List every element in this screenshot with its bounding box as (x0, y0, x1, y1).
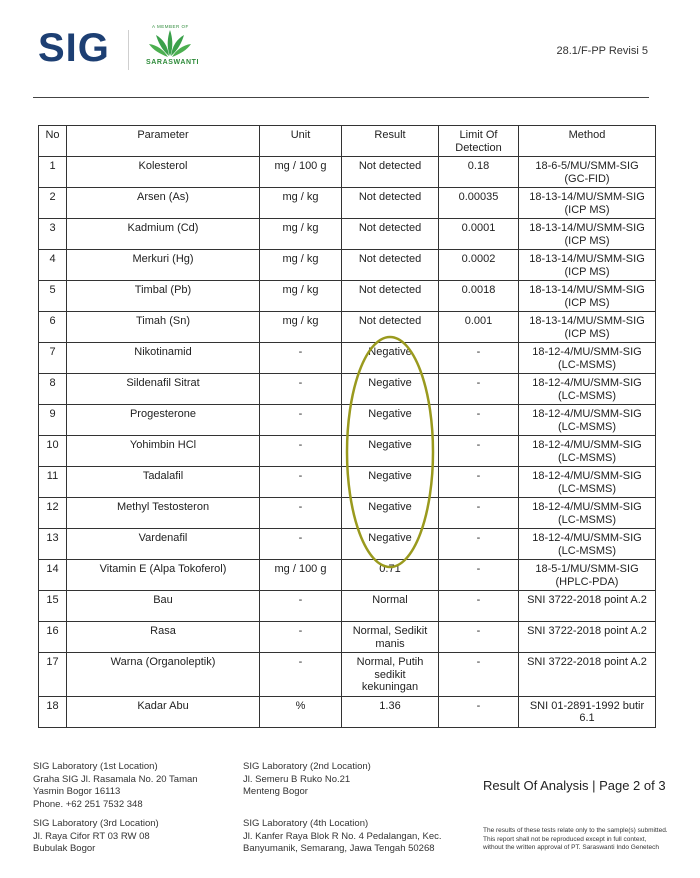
cell-parameter: Rasa (67, 622, 260, 653)
cell-unit: % (260, 696, 342, 727)
cell-result: 0.71 (342, 560, 439, 591)
logo-divider (128, 30, 129, 70)
cell-no: 9 (39, 405, 67, 436)
cell-no: 17 (39, 653, 67, 697)
cell-unit: mg / kg (260, 188, 342, 219)
table-row (39, 591, 656, 622)
cell-parameter: Progesterone (67, 405, 260, 436)
table-row (39, 188, 656, 219)
table-row (39, 653, 656, 697)
cell-limit-of-detection: - (439, 467, 519, 498)
cell-unit: - (260, 653, 342, 697)
cell-unit: mg / 100 g (260, 157, 342, 188)
cell-method: SNI 01-2891-1992 butir 6.1 (519, 696, 656, 727)
table-row (39, 157, 656, 188)
cell-method: 18-12-4/MU/SMM-SIG (LC-MSMS) (519, 529, 656, 560)
cell-unit: - (260, 374, 342, 405)
cell-unit: - (260, 436, 342, 467)
cell-parameter: Yohimbin HCl (67, 436, 260, 467)
cell-unit: - (260, 498, 342, 529)
cell-limit-of-detection: - (439, 529, 519, 560)
disclaimer (483, 827, 668, 853)
cell-no: 8 (39, 374, 67, 405)
location-1-line3: Phone. +62 251 7532 348 (33, 798, 143, 810)
cell-unit: - (260, 467, 342, 498)
cell-method: 18-13-14/MU/SMM-SIG (ICP MS) (519, 219, 656, 250)
header-result: Result (342, 126, 439, 157)
cell-result: Negative (342, 529, 439, 560)
cell-unit: - (260, 529, 342, 560)
cell-result: Not detected (342, 188, 439, 219)
cell-method: 18-12-4/MU/SMM-SIG (LC-MSMS) (519, 467, 656, 498)
cell-parameter: Bau (67, 591, 260, 622)
header-method: Method (519, 126, 656, 157)
location-1-line1: Graha SIG Jl. Rasamala No. 20 Taman (33, 773, 198, 785)
cell-parameter: Kadmium (Cd) (67, 219, 260, 250)
cell-parameter: Kadar Abu (67, 696, 260, 727)
cell-unit: mg / kg (260, 281, 342, 312)
cell-unit: mg / kg (260, 312, 342, 343)
table-row (39, 467, 656, 498)
cell-unit: - (260, 622, 342, 653)
cell-parameter: Kolesterol (67, 157, 260, 188)
table-row (39, 250, 656, 281)
cell-method: 18-13-14/MU/SMM-SIG (ICP MS) (519, 250, 656, 281)
cell-result: Not detected (342, 312, 439, 343)
table-row (39, 529, 656, 560)
location-3-line1: Jl. Raya Cifor RT 03 RW 08 (33, 830, 150, 842)
cell-unit: - (260, 405, 342, 436)
location-4-line2: Banyumanik, Semarang, Jawa Tengah 50268 (243, 843, 435, 854)
cell-result: Not detected (342, 281, 439, 312)
cell-no: 6 (39, 312, 67, 343)
table-row (39, 498, 656, 529)
sig-logo: SIG (38, 26, 110, 70)
cell-limit-of-detection: - (439, 560, 519, 591)
table-row (39, 281, 656, 312)
cell-no: 14 (39, 560, 67, 591)
cell-no: 5 (39, 281, 67, 312)
disclaimer-line3: without the written approval of PT. Saraswanti Indo Genetech (483, 844, 659, 851)
cell-method: 18-12-4/MU/SMM-SIG (LC-MSMS) (519, 374, 656, 405)
cell-result: Not detected (342, 250, 439, 281)
cell-limit-of-detection: 0.0002 (439, 250, 519, 281)
cell-parameter: Vardenafil (67, 529, 260, 560)
cell-limit-of-detection: - (439, 436, 519, 467)
header-parameter: Parameter (67, 126, 260, 157)
cell-limit-of-detection: 0.0001 (439, 219, 519, 250)
cell-unit: mg / kg (260, 219, 342, 250)
disclaimer-line2: This report shall not be reproduced except in full context, (483, 835, 647, 843)
table-row (39, 560, 656, 591)
cell-parameter: Merkuri (Hg) (67, 250, 260, 281)
cell-method: 18-12-4/MU/SMM-SIG (LC-MSMS) (519, 405, 656, 436)
cell-method: SNI 3722-2018 point A.2 (519, 653, 656, 697)
saraswanti-leaf-icon (146, 26, 194, 60)
cell-result: Not detected (342, 219, 439, 250)
cell-result: Negative (342, 498, 439, 529)
location-1-title: SIG Laboratory (1st Location) (33, 761, 158, 772)
cell-no: 10 (39, 436, 67, 467)
header-unit: Unit (260, 126, 342, 157)
cell-no: 3 (39, 219, 67, 250)
location-2-line1: Jl. Semeru B Ruko No.21 (243, 773, 351, 785)
cell-no: 13 (39, 529, 67, 560)
cell-no: 12 (39, 498, 67, 529)
cell-parameter: Nikotinamid (67, 343, 260, 374)
cell-no: 11 (39, 467, 67, 498)
cell-result: Normal, Putih sedikit kekuningan (342, 653, 439, 697)
cell-parameter: Timah (Sn) (67, 312, 260, 343)
cell-parameter: Timbal (Pb) (67, 281, 260, 312)
cell-limit-of-detection: - (439, 622, 519, 653)
cell-limit-of-detection: - (439, 343, 519, 374)
member-caption: A MEMBER OF (152, 24, 189, 29)
table-row (39, 219, 656, 250)
table-row (39, 696, 656, 727)
table-row (39, 622, 656, 653)
report-page-label: Result Of Analysis | Page 2 of 3 (483, 778, 666, 793)
cell-method: 18-13-14/MU/SMM-SIG (ICP MS) (519, 281, 656, 312)
cell-result: Negative (342, 343, 439, 374)
table-row (39, 343, 656, 374)
cell-limit-of-detection: 0.00035 (439, 188, 519, 219)
results-table (38, 125, 656, 728)
cell-no: 16 (39, 622, 67, 653)
cell-limit-of-detection: - (439, 591, 519, 622)
cell-method: 18-12-4/MU/SMM-SIG (LC-MSMS) (519, 343, 656, 374)
location-4-line1: Jl. Kanfer Raya Blok R No. 4 Pedalangan, Kec. (243, 830, 442, 842)
cell-unit: - (260, 591, 342, 622)
cell-method: SNI 3722-2018 point A.2 (519, 622, 656, 653)
cell-method: 18-13-14/MU/SMM-SIG (ICP MS) (519, 312, 656, 343)
cell-limit-of-detection: - (439, 405, 519, 436)
cell-parameter: Tadalafil (67, 467, 260, 498)
cell-parameter: Warna (Organoleptik) (67, 653, 260, 697)
cell-unit: - (260, 343, 342, 374)
location-4-title: SIG Laboratory (4th Location) (243, 818, 369, 829)
page-header (0, 0, 700, 100)
cell-result: Negative (342, 374, 439, 405)
cell-result: Normal (342, 591, 439, 622)
cell-parameter: Arsen (As) (67, 188, 260, 219)
table-header-row (39, 126, 656, 157)
cell-method: 18-13-14/MU/SMM-SIG (ICP MS) (519, 188, 656, 219)
header-limit-of-detection: Limit Of Detection (439, 126, 519, 157)
cell-method: SNI 3722-2018 point A.2 (519, 591, 656, 622)
cell-result: Negative (342, 467, 439, 498)
location-1-line2: Yasmin Bogor 16113 (33, 786, 121, 797)
table-row (39, 374, 656, 405)
location-1 (33, 761, 198, 811)
location-3-title: SIG Laboratory (3rd Location) (33, 818, 159, 829)
cell-limit-of-detection: 0.001 (439, 312, 519, 343)
cell-parameter: Vitamin E (Alpa Tokoferol) (67, 560, 260, 591)
cell-result: 1.36 (342, 696, 439, 727)
cell-parameter: Sildenafil Sitrat (67, 374, 260, 405)
location-2 (243, 761, 371, 799)
cell-method: 18-12-4/MU/SMM-SIG (LC-MSMS) (519, 436, 656, 467)
cell-no: 7 (39, 343, 67, 374)
header-rule (33, 97, 649, 98)
location-3-line2: Bubulak Bogor (33, 843, 96, 854)
cell-limit-of-detection: - (439, 498, 519, 529)
cell-limit-of-detection: 0.18 (439, 157, 519, 188)
location-2-title: SIG Laboratory (2nd Location) (243, 761, 371, 772)
disclaimer-line1: The results of these tests relate only to the sample(s) submitted. (483, 827, 668, 834)
cell-result: Negative (342, 405, 439, 436)
cell-no: 18 (39, 696, 67, 727)
location-3 (33, 818, 159, 856)
table-row (39, 312, 656, 343)
cell-no: 2 (39, 188, 67, 219)
saraswanti-logo-text: SARASWANTI (146, 59, 200, 66)
header-no: No (39, 126, 67, 157)
table-row (39, 436, 656, 467)
cell-method: 18-12-4/MU/SMM-SIG (LC-MSMS) (519, 498, 656, 529)
location-2-line2: Menteng Bogor (243, 786, 308, 797)
cell-method: 18-6-5/MU/SMM-SIG (GC-FID) (519, 157, 656, 188)
table-row (39, 405, 656, 436)
cell-limit-of-detection: - (439, 653, 519, 697)
cell-result: Not detected (342, 157, 439, 188)
location-4 (243, 818, 442, 856)
cell-limit-of-detection: - (439, 696, 519, 727)
cell-unit: mg / 100 g (260, 560, 342, 591)
cell-method: 18-5-1/MU/SMM-SIG (HPLC-PDA) (519, 560, 656, 591)
cell-no: 1 (39, 157, 67, 188)
cell-result: Normal, Sedikit manis (342, 622, 439, 653)
cell-no: 15 (39, 591, 67, 622)
cell-unit: mg / kg (260, 250, 342, 281)
document-code: 28.1/F-PP Revisi 5 (556, 45, 648, 57)
cell-result: Negative (342, 436, 439, 467)
cell-limit-of-detection: - (439, 374, 519, 405)
cell-limit-of-detection: 0.0018 (439, 281, 519, 312)
page-footer (0, 740, 700, 878)
cell-no: 4 (39, 250, 67, 281)
cell-parameter: Methyl Testosteron (67, 498, 260, 529)
